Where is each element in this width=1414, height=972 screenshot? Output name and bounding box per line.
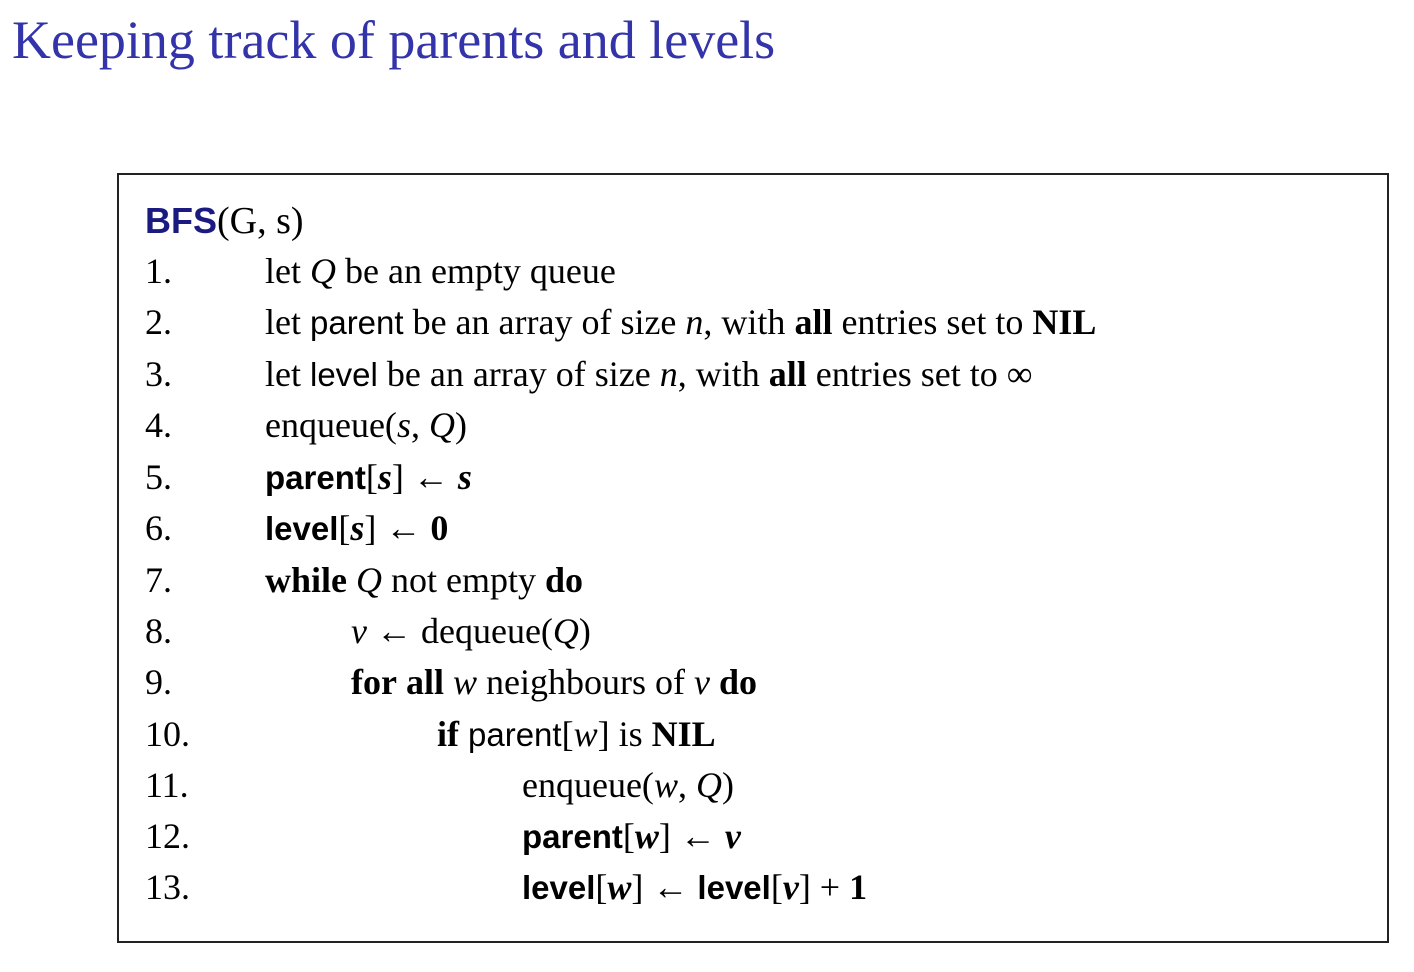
line-code: for all w neighbours of v do: [351, 662, 757, 702]
line-code: let parent be an array of size n, with all entries set to NIL: [265, 302, 1097, 342]
line-number: 8.: [145, 611, 172, 651]
algorithm-name: BFS: [145, 200, 217, 241]
line-number: 9.: [145, 662, 172, 702]
line-number: 6.: [145, 508, 172, 548]
line-number: 1.: [145, 251, 172, 291]
algorithm-params: (G, s): [217, 200, 304, 242]
line-code: if parent[w] is NIL: [437, 714, 716, 754]
line-code: let level be an array of size n, with all entries set to ∞: [265, 354, 1033, 394]
line-code: enqueue(w, Q): [522, 765, 734, 805]
line-code: while Q not empty do: [265, 560, 584, 600]
line-number: 10.: [145, 714, 190, 754]
line-number: 13.: [145, 867, 190, 907]
line-code: enqueue(s, Q): [265, 405, 467, 445]
line-number: 2.: [145, 302, 172, 342]
line-number: 4.: [145, 405, 172, 445]
line-number: 5.: [145, 457, 172, 497]
line-code: level[s] ← 0: [265, 508, 449, 548]
line-code: level[w] ← level[v] + 1: [522, 867, 868, 907]
line-code: v ← dequeue(Q): [351, 611, 591, 651]
line-code: parent[s] ← s: [265, 457, 472, 497]
line-number: 12.: [145, 816, 190, 856]
algorithm-header: [145, 196, 304, 246]
slide-title: Keeping track of parents and levels: [12, 10, 776, 70]
line-number: 7.: [145, 560, 172, 600]
line-code: parent[w] ← v: [522, 816, 741, 856]
line-number: 11.: [145, 765, 189, 805]
line-number: 3.: [145, 354, 172, 394]
line-code: let Q be an empty queue: [265, 251, 616, 291]
